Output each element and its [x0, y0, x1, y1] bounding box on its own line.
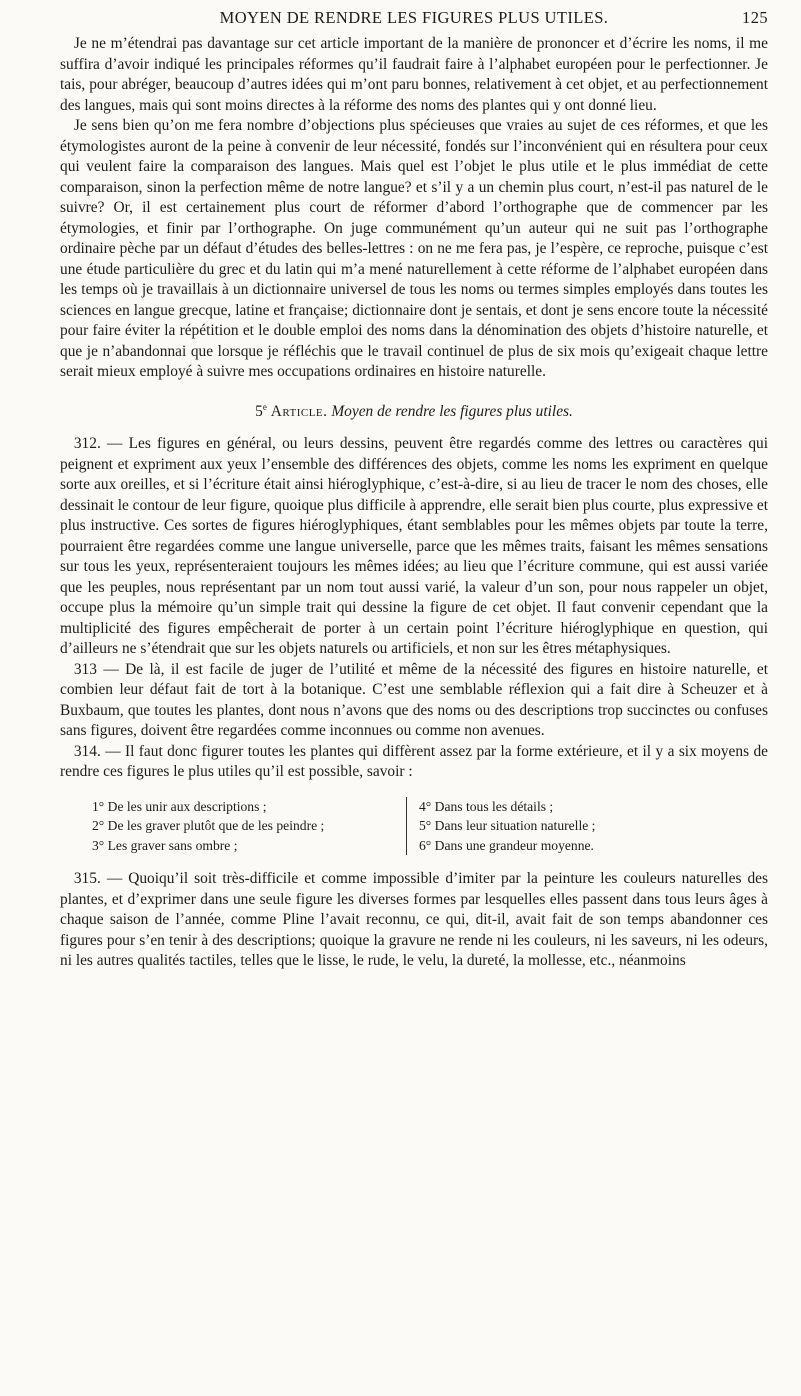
- list-item: 2° De les graver plutôt que de les peindre ;: [92, 818, 325, 834]
- paragraph-312: 312. — Les figures en général, ou leurs dessins, peuvent être regardés comme des lettres ou caractères qui peignent et expriment aux yeux l’ensemble des différences des objets, comme les noms les expriment en quelque sorte aux oreilles, et si l’écriture était ainsi hiéroglyphique, c’est-à-dire, si au lieu de tracer le nom des choses, elle dessinait le contour de leur figure, quoique plus difficile à apprendre, elle serait bien plus courte, plus expressive et plus instructive. Ces sortes de figures hiéroglyphiques, étant semblables pour les mêmes objets par toute la terre, pourraient être regardées comme une langue universelle, parce que les mêmes traits, faisant les mêmes sensations sur tous les yeux, représenteraient toujours les mêmes idées; au lieu que l’écriture commune, qui est aussi variée que les peuples, nous représentant par un nom tout aussi varié, la valeur d’un son, pour nous rappeler un objet, occupe plus la mémoire qu’un simple trait qui dessine la figure de cet objet. Il faut convenir cependant que la multiplicité des figures empêcherait de porter à un certain point l’écriture hiéroglyphique en question, qui d’ailleurs ne s’étendrait que sur les objets naturels ou artificiels, et non sur les êtres métaphysiques.: [60, 435, 768, 658]
- list-item: 6° Dans une grandeur moyenne.: [419, 837, 594, 853]
- paragraph-314: 314. — Il faut donc figurer toutes les plantes qui diffèrent assez par la forme extérieure, et il y a six moyens de rendre ces figures le plus utiles qu’il est possible, savoir :: [60, 742, 768, 781]
- article-number: 5: [255, 402, 263, 420]
- six-means-list: [92, 797, 768, 856]
- list-item: 4° Dans tous les détails ;: [419, 798, 554, 814]
- running-header: [60, 8, 768, 30]
- article-title: Moyen de rendre les figures plus utiles.: [331, 402, 573, 420]
- article-number-sup: e: [262, 401, 267, 412]
- list-column-left: [92, 797, 407, 856]
- running-title: MOYEN DE RENDRE LES FIGURES PLUS UTILES.: [219, 8, 609, 27]
- article-heading: [60, 397, 768, 423]
- list-item: 1° De les unir aux descriptions ;: [92, 798, 267, 814]
- list-column-right: [407, 797, 719, 856]
- paragraph-315: 315. — Quoiqu’il soit très-difficile et comme impossible d’imiter par la peinture les couleurs naturelles des plantes, et d’exprimer dans une seule figure les diverses formes par lesquelles elles passent dans tous leurs âges à chaque saison de l’année, comme Pline l’avait reconnu, ce qui, dit-il, avait fait de son temps abandonner ces figures pour s’en tenir à des descriptions; quoique la gravure ne rende ni les couleurs, ni les saveurs, ni les odeurs, ni les autres qualités tactiles, telles que le lisse, le rude, le velu, la dureté, la mollesse, etc., néanmoins: [60, 870, 768, 970]
- list-item: 3° Les graver sans ombre ;: [92, 837, 238, 853]
- paragraph-313: 313 — De là, il est facile de juger de l’utilité et même de la nécessité des figures en histoire naturelle, et combien leur défaut fait de tort à la botanique. C’est une semblable réflexion qui a fait dire à Scheuzer et à Buxbaum, que toutes les plantes, dont nous n’avons que des noms ou des descriptions trop succinctes ou confuses sans figures, doivent être regardées comme inconnues ou comme non avenues.: [60, 660, 768, 740]
- list-item: 5° Dans leur situation naturelle ;: [419, 818, 596, 834]
- paragraph-reform-intro: Je ne m’étendrai pas davantage sur cet article important de la manière de prononcer et d’écrire les noms, il me suffira d’avoir indiqué les principales réformes qu’il faudrait faire à l’alphabet européen pour le perfectionner. Je tais, pour abréger, beaucoup d’autres idées qui m’ont paru bonnes, relativement à cet objet, et au perfectionnement des langues, mais qui sont moins directes à la réforme des noms des plantes qui y ont donné lieu.: [60, 35, 768, 114]
- page-body: [60, 34, 768, 972]
- page-number: 125: [742, 8, 768, 27]
- paragraph-objections: Je sens bien qu’on me fera nombre d’objections plus spécieuses que vraies au sujet de ces réformes, et que les étymologistes auront de la peine à convenir de leur nécessité, fondés sur l’inconvénient qui en résultera pour ceux qui veulent faire la comparaison des langues. Mais quel est l’objet le plus utile et le plus immédiat de cette comparaison, sinon la perfection même de notre langue? et s’il y a un chemin plus court, n’est-il pas naturel de le suivre? Or, il est certainement plus court de réformer d’abord l’orthographe que de commencer par les étymologies, et finir par l’orthographe. On juge communément qu’un auteur qui ne suit pas l’orthographe ordinaire pèche par un défaut d’études des belles-lettres : on ne me fera pas, je l’espère, ce reproche, puisque c’est une étude particulière du grec et du latin qui m’a mené naturellement à cette réforme de l’alphabet européen dans les temps où je travaillais à un dictionnaire universel de tous les noms ou termes simples employés dans toutes les sciences en langue grecque, latine et française; dictionnaire dont je sentais, et dont je sens encore toute la nécessité pour faire éviter la répétition et le double emploi des noms dans la dénomination des objets d’histoire naturelle, et que je n’abandonnai que lorsque je réfléchis que le travail continuel de plus de six mois qu’exigeait chaque lettre serait mieux employé à suivre mes occupations ordinaires en histoire naturelle.: [60, 117, 768, 380]
- article-label: Article.: [270, 402, 328, 420]
